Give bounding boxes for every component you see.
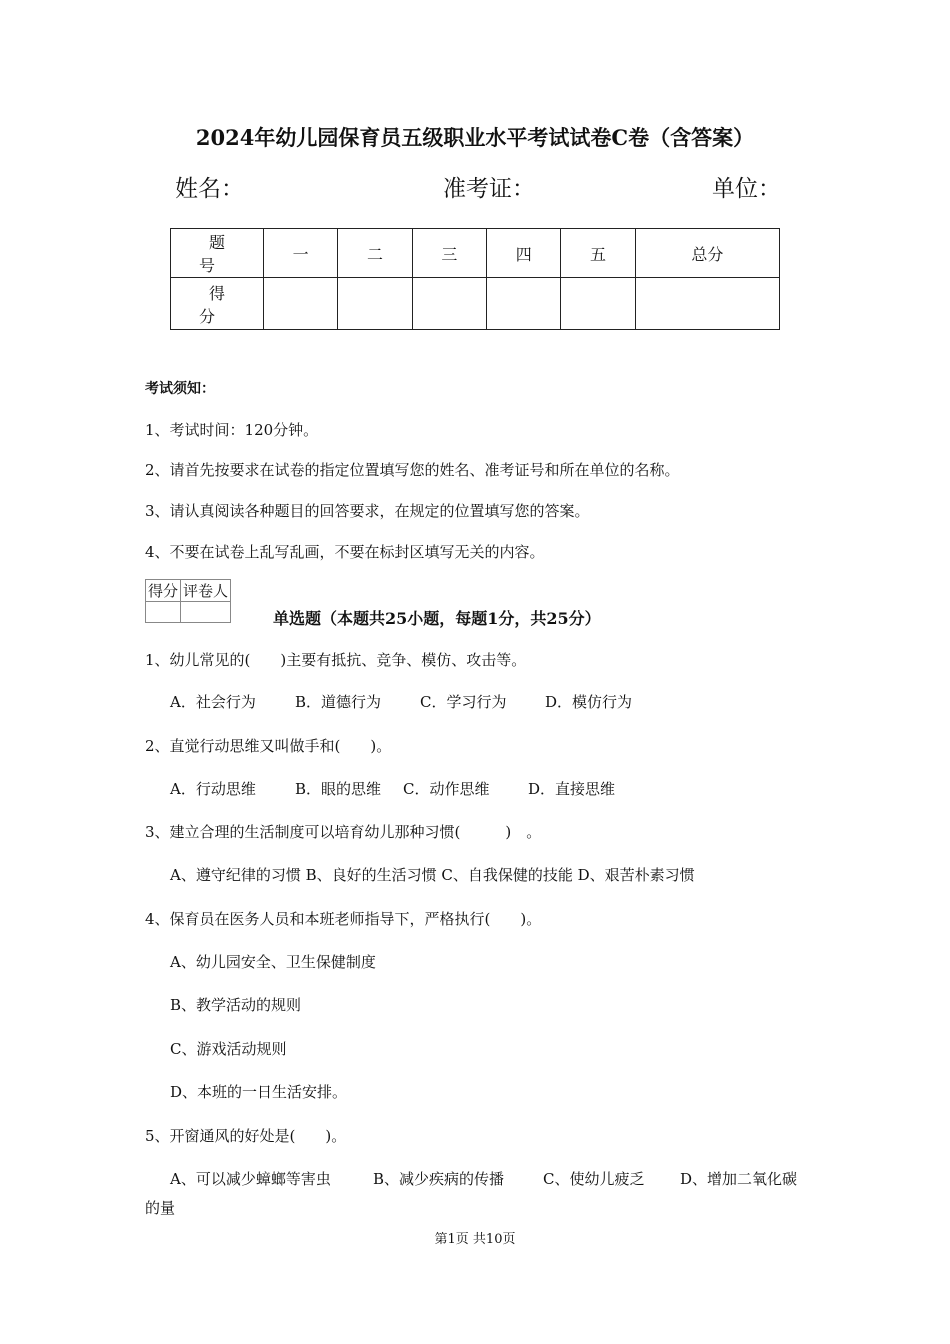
option: A．行动思维 — [170, 780, 256, 798]
page-footer: 第1页 共10页 — [434, 1232, 516, 1247]
score-row-label: 得 分 — [171, 278, 264, 330]
score-cell[interactable] — [338, 278, 412, 330]
grader-box — [145, 579, 231, 623]
option: C．学习行为 — [420, 693, 507, 711]
question-5: 5、开窗通风的好处是( )。 — [145, 1127, 347, 1145]
option: B、教学活动的规则 — [170, 996, 302, 1014]
grader-score-label: 得分 — [146, 580, 181, 602]
question-2: 2、直觉行动思维又叫做手和( )。 — [145, 737, 392, 755]
notice-heading: 考试须知： — [145, 381, 215, 397]
score-header-cell: 一 — [264, 229, 338, 278]
option: D、增加二氧化碳 — [680, 1170, 798, 1188]
option: C．动作思维 — [403, 780, 490, 798]
notice-item: 4、不要在试卷上乱写乱画，不要在标封区填写无关的内容。 — [145, 543, 545, 561]
question-4: 4、保育员在医务人员和本班老师指导下，严格执行( )。 — [145, 910, 542, 928]
option: A、可以减少蟑螂等害虫 — [170, 1170, 331, 1188]
notice-item: 1、考试时间：120分钟。 — [145, 421, 319, 439]
section-title: 单选题（本题共25小题，每题1分，共25分） — [273, 609, 601, 628]
score-header-cell: 四 — [487, 229, 561, 278]
exam-id-label: 准考证： — [443, 176, 535, 202]
score-header-cell: 总分 — [635, 229, 779, 278]
option: B．道德行为 — [295, 693, 382, 711]
exam-title: 2024年幼儿园保育员五级职业水平考试试卷C卷（含答案） — [195, 125, 755, 150]
score-cell[interactable] — [412, 278, 486, 330]
notice-item: 3、请认真阅读各种题目的回答要求，在规定的位置填写您的答案。 — [145, 502, 590, 520]
score-header-label: 题 号 — [171, 229, 264, 278]
option: A、幼儿园安全、卫生保健制度 — [170, 953, 376, 971]
question-1: 1、幼儿常见的( )主要有抵抗、竞争、模仿、攻击等。 — [145, 651, 527, 669]
score-cell[interactable] — [561, 278, 635, 330]
option: D．模仿行为 — [545, 693, 633, 711]
grader-name-label: 评卷人 — [181, 580, 231, 602]
score-header-cell: 三 — [412, 229, 486, 278]
notice-item: 2、请首先按要求在试卷的指定位置填写您的姓名、准考证号和所在单位的名称。 — [145, 461, 680, 479]
score-cell[interactable] — [487, 278, 561, 330]
name-label: 姓名： — [175, 176, 244, 202]
score-header-cell: 二 — [338, 229, 412, 278]
unit-label: 单位： — [712, 176, 781, 202]
score-table — [170, 228, 780, 330]
option: C、游戏活动规则 — [170, 1040, 287, 1058]
question-3: 3、建立合理的生活制度可以培育幼儿那种习惯( ) 。 — [145, 823, 542, 841]
option: C、使幼儿疲乏 — [543, 1170, 645, 1188]
option: D、本班的一日生活安排。 — [170, 1083, 348, 1101]
grader-name-cell[interactable] — [181, 602, 231, 623]
score-cell[interactable] — [635, 278, 779, 330]
grader-score-cell[interactable] — [146, 602, 181, 623]
option: B．眼的思维 — [295, 780, 382, 798]
score-header-cell: 五 — [561, 229, 635, 278]
option: A、遵守纪律的习惯 B、良好的生活习惯 C、自我保健的技能 D、艰苦朴素习惯 — [170, 866, 695, 884]
option-wrap: 的量 — [145, 1199, 176, 1217]
option: D．直接思维 — [528, 780, 616, 798]
option: B、减少疾病的传播 — [373, 1170, 505, 1188]
option: A．社会行为 — [170, 693, 256, 711]
